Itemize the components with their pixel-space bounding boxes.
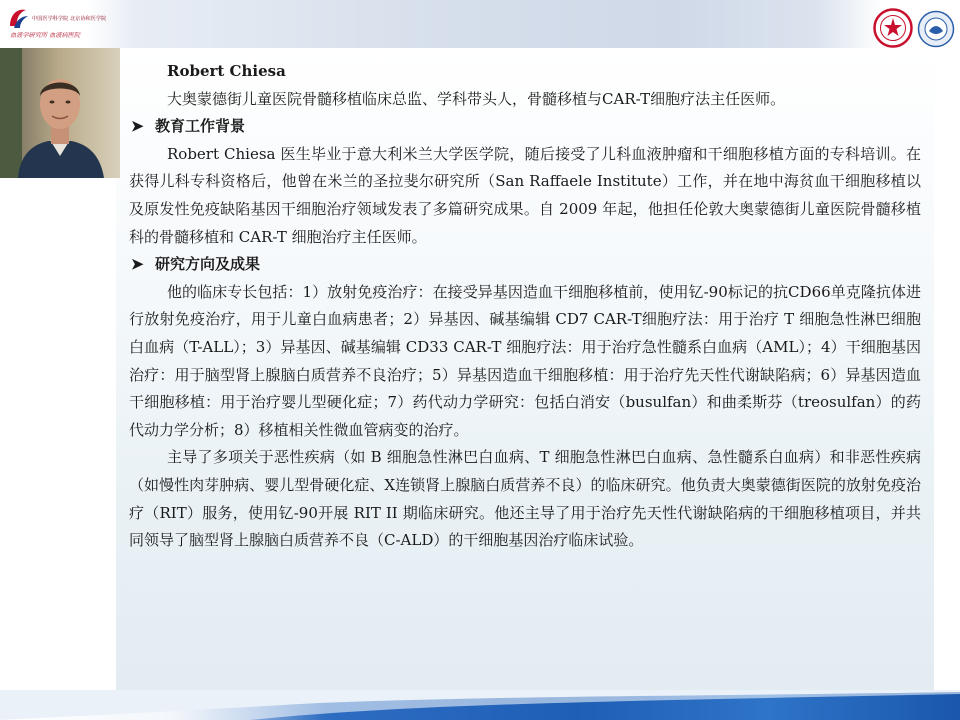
person-name: Robert Chiesa bbox=[167, 62, 286, 80]
hospital-seal-logo bbox=[873, 8, 913, 48]
research-paragraph-specialties: 他的临床专长包括：1）放射免疫治疗：在接受异基因造血干细胞移植前，使用钇-90标记的抗CD66单克隆抗体进行放射免疫治疗，用于儿童白血病患者；2）异基因、碱基编辑 CD7 CAR-T细胞疗法：用于治疗 T 细胞急性淋巴细胞白血病（T-ALL）；3）异基因、碱基编辑 CD33 CAR-T 细胞疗法：用于治疗急性髓系白血病（AML）；4）干细胞基因治疗：用于脑型肾上腺脑白质营养不良治疗；5）异基因造血干细胞移植：用于治疗先天性代谢缺陷病；6）异基因造血干细胞移植：用于治疗婴儿型硬化症；7）药代动力学研究：包括白消安（busulfan）和曲柔斯芬（treosulfan）的药代动力学分析；8）移植相关性微血管病变的治疗。 bbox=[129, 282, 921, 439]
svg-text:中国医学科学院 北京协和医学院: 中国医学科学院 北京协和医学院 bbox=[32, 16, 107, 22]
footer-wave bbox=[0, 690, 960, 720]
section-heading-education bbox=[129, 113, 921, 141]
page-margin-right bbox=[934, 48, 960, 690]
institute-logo bbox=[4, 4, 114, 44]
section-heading-research bbox=[129, 251, 921, 279]
section-heading-text: 教育工作背景 bbox=[155, 117, 246, 136]
section-heading-text: 研究方向及成果 bbox=[155, 255, 261, 274]
arrow-bullet-icon: ➤ bbox=[131, 255, 144, 274]
header-band bbox=[0, 0, 960, 48]
profile-text bbox=[129, 58, 921, 555]
partner-seal-logo bbox=[917, 10, 955, 48]
svg-text:血液学研究所 血液病医院: 血液学研究所 血液病医院 bbox=[10, 32, 81, 39]
education-paragraph: Robert Chiesa 医生毕业于意大利米兰大学医学院，随后接受了儿科血液肿瘤和干细胞移植方面的专科培训。在获得儿科专科资格后，他曾在米兰的圣拉斐尔研究所（San Raffaele Institute）工作，并在地中海贫血干细胞移植以及原发性免疫缺陷基因干细胞治疗领域发表了多篇研究成果。自 2009 年起，他担任伦敦大奥蒙德街儿童医院骨髓移植科的骨髓移植和 CAR-T 细胞治疗主任医师。 bbox=[129, 144, 921, 246]
person-title: 大奥蒙德街儿童医院骨髓移植临床总监、学科带头人，骨髓移植与CAR-T细胞疗法主任医师。 bbox=[167, 89, 786, 108]
arrow-bullet-icon: ➤ bbox=[131, 117, 144, 136]
research-paragraph-studies: 主导了多项关于恶性疾病（如 B 细胞急性淋巴白血病、T 细胞急性淋巴白血病、急性髓系白血病）和非恶性疾病（如慢性肉芽肿病、婴儿型骨硬化症、X连锁肾上腺脑白质营养不良）的临床研究。他负责大奥蒙德街医院的放射免疫治疗（RIT）服务，使用钇-90开展 RIT II 期临床研究。他还主导了用于治疗先天性代谢缺陷病的干细胞移植项目，并共同领导了脑型肾上腺脑白质营养不良（C-ALD）的干细胞基因治疗临床试验。 bbox=[129, 448, 921, 550]
portrait-photo bbox=[0, 48, 120, 178]
